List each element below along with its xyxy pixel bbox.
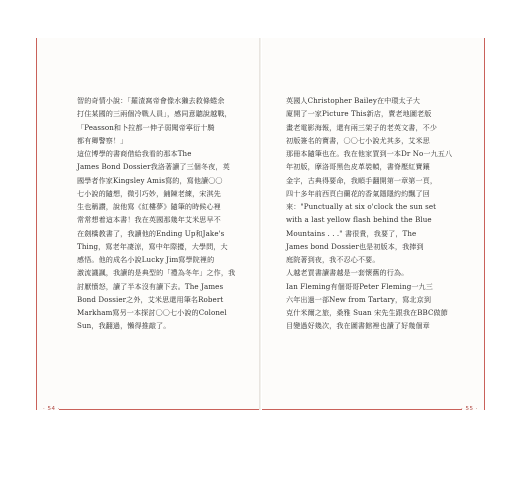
footer-rule	[59, 409, 259, 410]
paragraph: 智的奇情小說：「羅渣窩帝會像水獺去救條蜷余 打住某國的三兩個冷戰人員」，感同意聽說越戰， 「Peasson和卜拉都一伸子弱聞帝寧衍十騎 都有卿警察！」	[77, 96, 232, 145]
paragraph: 人越老買書讀書越是一套懷舊的行為。 Ian Fleming有個哥哥Peter Fleming一九三 六年出過一部New from Tartary，寫北京到 克什米爾之旅，桑雅 Suan 宋先生跟我在BBC做節 目變過好幾次，我在圖書館裡也讀了好幾個章	[286, 268, 448, 331]
right-page	[262, 38, 485, 410]
right-page-text	[286, 94, 462, 333]
page-number: · 55 ·	[461, 406, 478, 412]
left-page-text	[77, 94, 253, 333]
paragraph: 這位博學的書商借給我看的那本The James Bond Dossier我洛著讀了三個冬夜，英 國學者作家Kingsley Amis寫的，寫他讀〇〇 七小說的隨想，微引巧妙，鋪陳老練，宋淇先 生也稱讚，說他寫《紅樓夢》隨筆的時候心裡 常常想着這本書！我在英國那幾年艾米思早不 在劍橋教書了，我讀他的Ending Up和Jake's Thing，寫老年凄涼，寫中年際擾，大學問，大 感悟。他的成名小說Lucky Jim寫學院裡的 激流譏諷，我讀的是典型的「禮為冬年」之作，我 討厭憤怒，讀了半本沒有讀下去。The James Bond Dossier之外，艾米思還用筆名Robert Markham寫另一本探討〇〇七小說的Colonel Sun，我翻過，懶得推敲了。	[77, 149, 236, 331]
left-page	[36, 38, 259, 410]
page-number: · 54 ·	[43, 406, 60, 412]
book-gutter	[259, 38, 261, 410]
footer-rule	[262, 409, 462, 410]
paragraph: 英國人Christopher Bailey在中環太子大 廈開了一家Picture This新店，賣老地圖老版 畫老電影海報，還有兩三架子的老英文書，不少 初版簽名的寶書，〇〇七小說尤其多，艾米思 那冊本隨筆也在。我在他家買到一本Dr No一九五八 年初版，摩洛哥黑色皮革裝幀，書脊壓紅寶鑲 金字，古典得要命，我順手翻開第一章第一頁， 四十多年前西頁白蘭花的香氣隱隱約約飄了回 來："Punctually at six o'clock the sun set with a last yellow flash behind the Blue Mountains . . ." 書很貴，我要了，The James bond Dossier也是初版本，我捧到 庭院著到夜，我不忍心不要。	[286, 96, 453, 264]
